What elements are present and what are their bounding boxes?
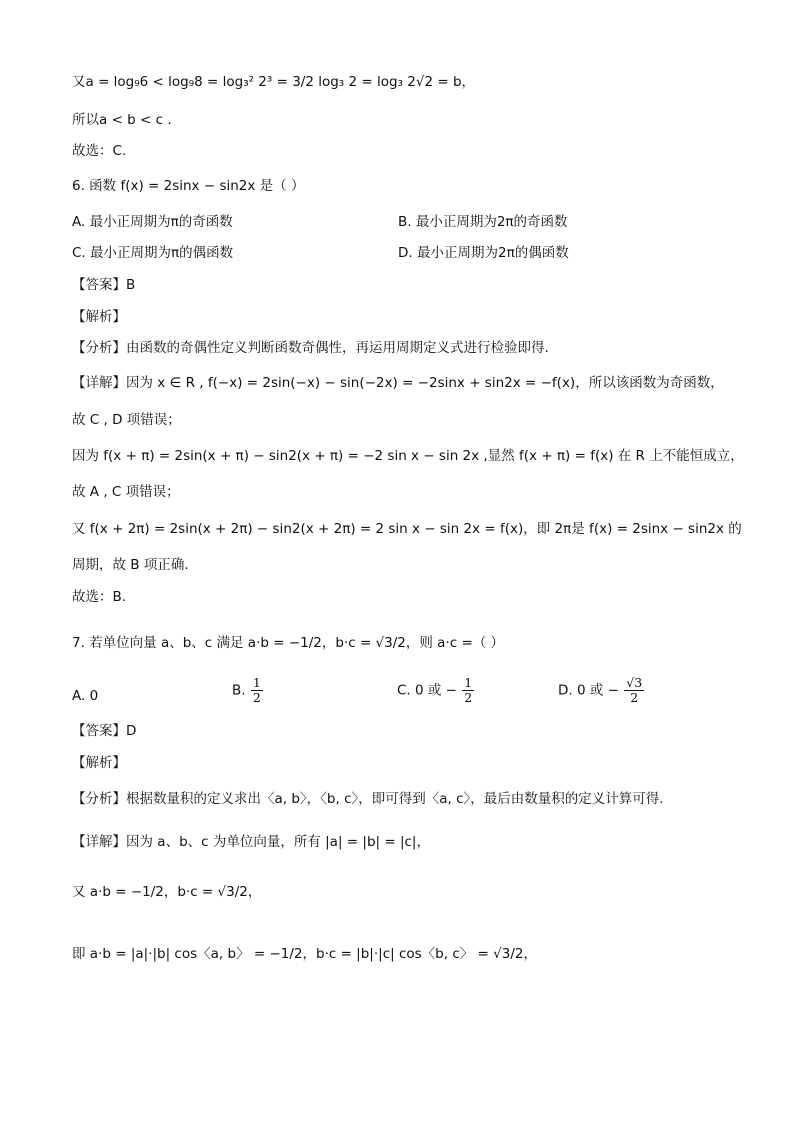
q6-detail-1: 【详解】因为 x ∈ R , f(−x) = 2sin(−x) − sin(−2x) = −2sinx + sin2x = −f(x)，所以该函数为奇函数， — [72, 375, 724, 391]
q7-option-b: B. $\frac{1}{2}$ — [232, 675, 261, 705]
line-solution-5-a: 又a = log₉6 < log₉8 = log₃² 2³ = 3/2 log₃ 2 = log₃ 2√2 = b， — [72, 74, 476, 90]
fraction-root3-half: $\frac{√3}{2}$ — [626, 675, 643, 705]
fraction-one-half-c: $\frac{1}{2}$ — [464, 675, 473, 705]
question-7: 7. 若单位向量 a、b、c 满足 a·b = −1/2，b·c = √3/2，则 a·c =（ ） — [72, 635, 505, 651]
line-choice-5: 故选：C. — [72, 143, 127, 159]
fraction-one-half: $\frac{1}{2}$ — [252, 675, 261, 705]
q7-option-a: A. 0 — [72, 688, 99, 704]
q7-option-d: D. 0 或 − $\frac{√3}{2}$ — [558, 675, 643, 705]
q6-answer: 【答案】B — [72, 277, 136, 293]
q7-detail-3: 即 a·b = |a|·|b| cos〈a, b〉 = −1/2，b·c = |b|·|c| cos〈b, c〉 = √3/2， — [72, 946, 537, 962]
q6-analysis: 【分析】由函数的奇偶性定义判断函数奇偶性，再运用周期定义式进行检验即得. — [72, 340, 549, 356]
line-solution-5-b: 所以a < b < c . — [72, 112, 172, 128]
question-6: 6. 函数 f(x) = 2sinx − sin2x 是（ ） — [72, 178, 305, 194]
q6-choice: 故选：B. — [72, 589, 127, 605]
q6-detail-2: 故 C , D 项错误； — [72, 412, 181, 428]
q7-detail-1: 【详解】因为 a、b、c 为单位向量，所有 |a| = |b| = |c|， — [72, 834, 430, 850]
q6-detail-5: 又 f(x + 2π) = 2sin(x + 2π) − sin2(x + 2π) = 2 sin x − sin 2x = f(x)，即 2π是 f(x) = 2sinx − sin2x 的 — [72, 521, 742, 537]
q7-analysis-title: 【解析】 — [72, 755, 126, 771]
q6-analysis-title: 【解析】 — [72, 309, 126, 325]
q7-answer: 【答案】D — [72, 723, 137, 739]
q6-option-b: B. 最小正周期为2π的奇函数 — [398, 214, 568, 230]
q6-detail-6: 周期，故 B 项正确. — [72, 557, 189, 573]
q7-detail-2: 又 a·b = −1/2，b·c = √3/2， — [72, 884, 262, 900]
q6-option-a: A. 最小正周期为π的奇函数 — [72, 214, 233, 230]
q6-detail-3: 因为 f(x + π) = 2sin(x + π) − sin2(x + π) = −2 sin x − sin 2x ,显然 f(x + π) = f(x) 在 R 上不能恒成立， — [72, 448, 744, 464]
q6-option-c: C. 最小正周期为π的偶函数 — [72, 245, 234, 261]
q7-analysis: 【分析】根据数量积的定义求出〈a, b〉，〈b, c〉，即可得到〈a, c〉，最后由数量积的定义计算可得. — [72, 791, 664, 807]
q6-option-d: D. 最小正周期为2π的偶函数 — [398, 245, 569, 261]
q7-option-c: C. 0 或 − $\frac{1}{2}$ — [397, 675, 473, 705]
q6-detail-4: 故 A , C 项错误； — [72, 484, 180, 500]
